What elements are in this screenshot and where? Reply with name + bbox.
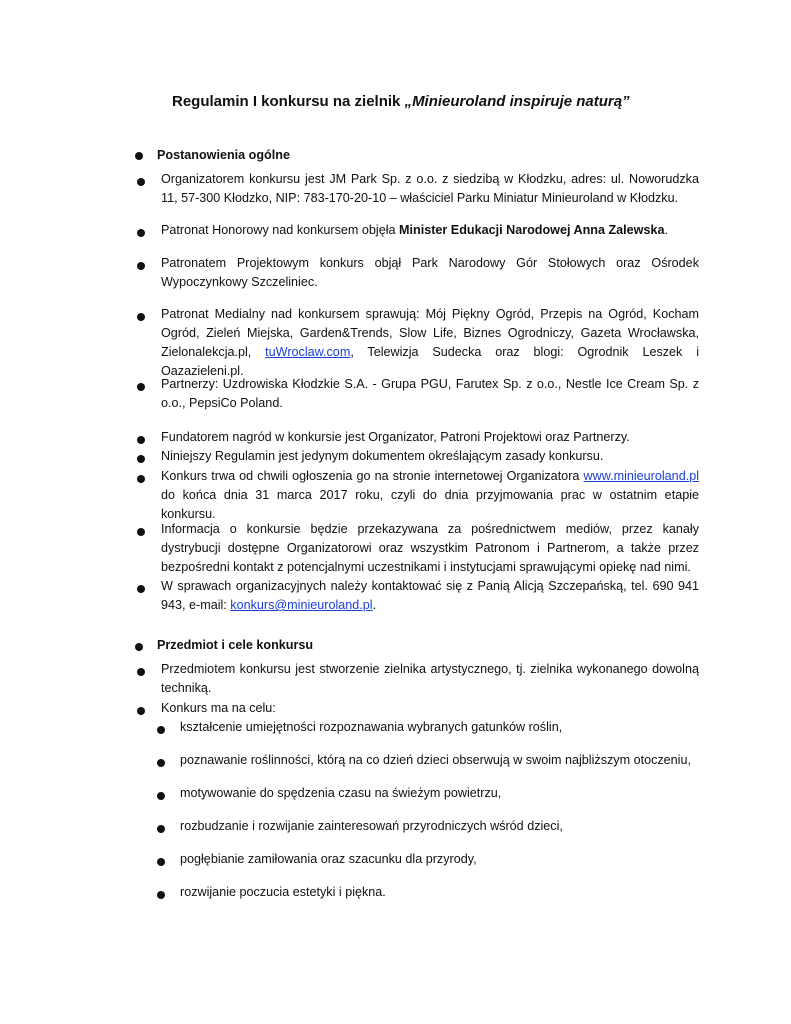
item-duration bbox=[161, 467, 699, 524]
title-quote: „Minieuroland inspiruje naturą” bbox=[404, 93, 630, 110]
item-contact bbox=[161, 577, 699, 615]
media-text: Patronat Medialny nad konkursem sprawują: Mój Piękny Ogród, Przepis na Ogród, Kocham Ogród, Zieleń Miejska, Garden&Trends, Slow Life, Biznes Ogrodniczy, Gazeta Wrocławska, Zielonalekcja.pl, bbox=[161, 307, 699, 359]
item-funder: Fundatorem nagród w konkursie jest Organizator, Patroni Projektowi oraz Partnerzy. bbox=[161, 430, 630, 444]
goal-item: rozbudzanie i rozwijanie zainteresowań przyrodniczych wśród dzieci, bbox=[180, 819, 563, 833]
bullet-icon bbox=[137, 178, 145, 186]
bullet-icon bbox=[137, 668, 145, 676]
bullet-icon bbox=[137, 528, 145, 536]
goal-item: pogłębianie zamiłowania oraz szacunku dla przyrody, bbox=[180, 852, 477, 866]
tuwroclaw-link[interactable]: tuWroclaw.com bbox=[265, 345, 351, 359]
bullet-icon bbox=[137, 436, 145, 444]
bullet-icon bbox=[137, 229, 145, 237]
honorary-patron-name: Minister Edukacji Narodowej Anna Zalewska bbox=[399, 223, 665, 237]
item-media-patronage bbox=[161, 305, 699, 381]
honorary-end: . bbox=[664, 223, 668, 237]
item-goals-intro: Konkurs ma na celu: bbox=[161, 701, 276, 715]
bullet-icon bbox=[157, 825, 165, 833]
bullet-icon bbox=[157, 759, 165, 767]
bullet-icon bbox=[137, 475, 145, 483]
bullet-icon bbox=[137, 262, 145, 270]
duration-end: do końca dnia 31 marca 2017 roku, czyli do dnia przyjmowania prac w ostatnim etapie konkursu. bbox=[161, 488, 699, 521]
contact-text: W sprawach organizacyjnych należy kontaktować się z Panią Alicją Szczepańską, tel. 690 941 943, e-mail: bbox=[161, 579, 699, 612]
media-end: , Telewizja Sudecka oraz blogi: Ogrodnik Leszek i Oazazieleni.pl. bbox=[161, 345, 699, 378]
item-project-patronage: Patronatem Projektowym konkurs objął Park Narodowy Gór Stołowych oraz Ośrodek Wypoczynkowy Szczeliniec. bbox=[161, 256, 699, 289]
bullet-icon bbox=[157, 792, 165, 800]
goal-item: rozwijanie poczucia estetyki i piękna. bbox=[180, 885, 386, 899]
contact-end: . bbox=[372, 598, 377, 612]
bullet-icon bbox=[137, 455, 145, 463]
bullet-icon bbox=[157, 726, 165, 734]
section-heading-general: Postanowienia ogólne bbox=[157, 148, 290, 162]
bullet-icon bbox=[137, 707, 145, 715]
item-information: Informacja o konkursie będzie przekazywana za pośrednictwem mediów, przez kanały dystrybucji dostępne Organizatorowi oraz wszystkim Patronom i Partnerom, a także przez bezpośredni kontakt z potencjalnymi uczestnikami i instytucjami sprawującymi opiekę nad nimi. bbox=[161, 522, 699, 574]
goal-item: poznawanie roślinności, którą na co dzień dzieci obserwują w swoim najbliższym otoczeniu, bbox=[180, 753, 691, 767]
document-title bbox=[172, 92, 692, 112]
goal-item: motywowanie do spędzenia czasu na świeżym powietrzu, bbox=[180, 786, 502, 800]
bullet-icon bbox=[135, 643, 143, 651]
minieuroland-link[interactable]: www.minieuroland.pl bbox=[583, 469, 699, 483]
bullet-icon bbox=[137, 313, 145, 321]
bullet-icon bbox=[157, 858, 165, 866]
bullet-icon bbox=[157, 891, 165, 899]
item-partners: Partnerzy: Uzdrowiska Kłodzkie S.A. - Grupa PGU, Farutex Sp. z o.o., Nestle Ice Cream Sp. z o.o., PepsiCo Poland. bbox=[161, 377, 699, 410]
section-heading-subject: Przedmiot i cele konkursu bbox=[157, 638, 314, 652]
honorary-text: Patronat Honorowy nad konkursem objęła bbox=[161, 223, 400, 237]
item-organizer: Organizatorem konkursu jest JM Park Sp. z o.o. z siedzibą w Kłodzku, adres: ul. Noworudzka 11, 57-300 Kłodzko, NIP: 783-170-20-10 – właściciel Parku Miniatur Minieuroland w Kłodzku. bbox=[161, 172, 699, 205]
duration-text: Konkurs trwa od chwili ogłoszenia go na stronie internetowej Organizatora bbox=[161, 469, 584, 483]
goal-item: kształcenie umiejętności rozpoznawania wybranych gatunków roślin, bbox=[180, 720, 563, 734]
bullet-icon bbox=[135, 152, 143, 160]
email-link[interactable]: konkurs@minieuroland.pl bbox=[230, 598, 373, 612]
title-prefix: Regulamin I konkursu na zielnik bbox=[172, 93, 405, 110]
item-honorary-patronage bbox=[161, 221, 699, 240]
item-rules: Niniejszy Regulamin jest jedynym dokumentem określającym zasady konkursu. bbox=[161, 449, 604, 463]
item-subject: Przedmiotem konkursu jest stworzenie zielnika artystycznego, tj. zielnika wykonanego dowolną techniką. bbox=[161, 662, 699, 695]
bullet-icon bbox=[137, 383, 145, 391]
bullet-icon bbox=[137, 585, 145, 593]
